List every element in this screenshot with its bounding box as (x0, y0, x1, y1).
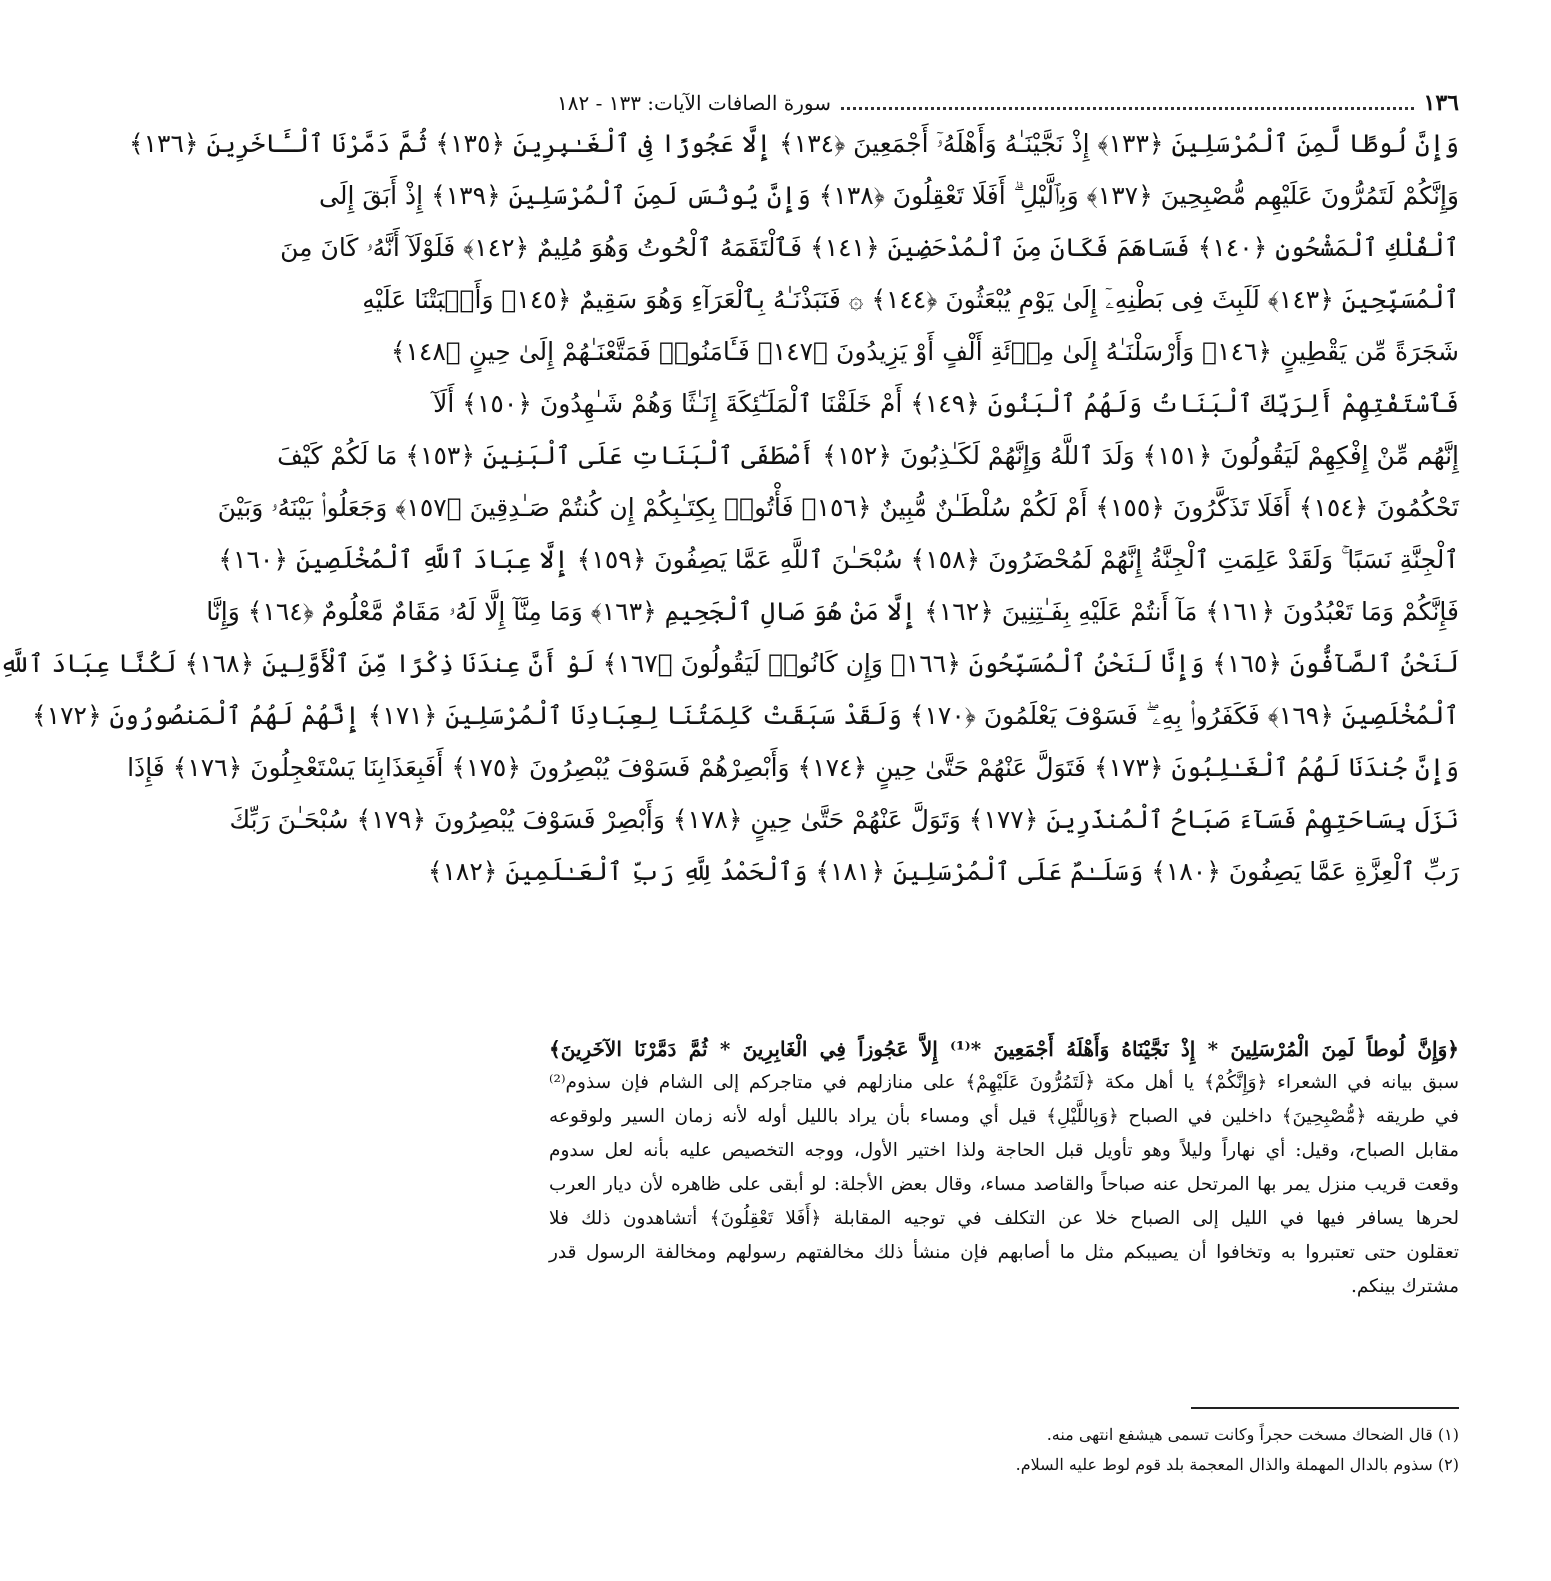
commentary-line: وقعت قريب منزل يمر بها المرتحل عنه صباحاً والقاصد مساء، وقال بعض الأجلة: لو أبقى على ظاهره لأن ديار العرب (549, 1174, 1459, 1195)
surah-verse-range: سورة الصافات الآيات: ١٣٣ - ١٨٢ (557, 91, 832, 115)
quran-line: شَجَرَةً مِّن يَقْطِينٍ ﴿١٤٦﴾ وَأَرْسَلْنَـٰهُ إِلَىٰ مِا۟ئَةِ أَلْفٍ أَوْ يَزِيدُونَ ﴿١٤٧﴾ فَـَٔامَنُوا۟ فَمَتَّعْنَـٰهُمْ إِلَىٰ حِينٍ ﴿١٤٨﴾ (390, 337, 1459, 366)
footnote: (٢) سذوم بالدال المهملة والذال المعجمة بلد قوم لوط عليه السلام. (1015, 1455, 1459, 1474)
commentary-verse-quote: ﴿وَإِنَّ لُوطاً لَمِنَ الْمُرْسَلِينَ * إِذْ نَجَّيْنَاهُ وَأَهْلَهُ أَجْمَعِينَ *⁽¹⁾ إِلاَّ عَجُوزاً فِي الْغَابِرِينَ * ثُمَّ دَمَّرْنَا الآخَرِينَ﴾ (549, 1037, 1459, 1061)
commentary-line: لحرها يسافر فيها في الليل إلى الصباح خلا عن التكلف في توجيه المقابلة ﴿أَفَلا تَعْقِلُونَ﴾ أتشاهدون ذلك فلا (549, 1208, 1459, 1229)
quran-line: لَنَحْنُ ٱلصَّآفُّونَ ﴿١٦٥﴾ وَإِنَّا لَنَحْنُ ٱلْمُسَبِّحُونَ ﴿١٦٦﴾ وَإِن كَانُوا۟ لَيَقُولُونَ ﴿١٦٧﴾ لَوْ أَنَّ عِندَنَا ذِكْرًا مِّنَ ٱلْأَوَّلِينَ ﴿١٦٨﴾ لَكُنَّا عِبَادَ ٱللَّهِ (0, 649, 1459, 678)
header-dotted-leader (841, 97, 1414, 110)
quran-line: إِنَّهُم مِّنْ إِفْكِهِمْ لَيَقُولُونَ ﴿١٥١﴾ وَلَدَ ٱللَّهُ وَإِنَّهُمْ لَكَـٰذِبُونَ ﴿١٥٢﴾ أَصْطَفَى ٱلْبَنَاتِ عَلَى ٱلْبَنِينَ ﴿١٥٣﴾ مَا لَكُمْ كَيْفَ (277, 441, 1459, 470)
commentary-line: تعقلون حتى تعتبروا به وتخافوا أن يصيبكم مثل ما أصابهم فإن منشأ ذلك مخالفتهم رسولهم ومخالفة الرسول قدر (549, 1242, 1459, 1263)
quran-line: ٱلْمُسَبِّحِينَ ﴿١٤٣﴾ لَلَبِثَ فِى بَطْنِهِۦٓ إِلَىٰ يَوْمِ يُبْعَثُونَ ﴿١٤٤﴾ ۞ فَنَبَذْنَـٰهُ بِٱلْعَرَآءِ وَهُوَ سَقِيمٌ ﴿١٤٥﴾ وَأَنۢبَتْنَا عَلَيْهِ (362, 285, 1459, 314)
quran-line: فَٱسْتَفْتِهِمْ أَلِرَبِّكَ ٱلْبَنَاتُ وَلَهُمُ ٱلْبَنُونَ ﴿١٤٩﴾ أَمْ خَلَقْنَا ٱلْمَلَـٰٓئِكَةَ إِنَـٰثًا وَهُمْ شَـٰهِدُونَ ﴿١٥٠﴾ أَلَآ (433, 389, 1459, 418)
footnote: (١) قال الضحاك مسخت حجراً وكانت تسمى هيشفع انتهى منه. (1046, 1425, 1459, 1444)
quran-line: ٱلْفُلْكِ ٱلْمَشْحُونِ ﴿١٤٠﴾ فَسَاهَمَ فَكَانَ مِنَ ٱلْمُدْحَضِينَ ﴿١٤١﴾ فَٱلْتَقَمَهُ ٱلْحُوتُ وَهُوَ مُلِيمٌ ﴿١٤٢﴾ فَلَوْلَآ أَنَّهُۥ كَانَ مِنَ (280, 233, 1459, 262)
quran-line: ٱلْجِنَّةِ نَسَبًا ۚ وَلَقَدْ عَلِمَتِ ٱلْجِنَّةُ إِنَّهُمْ لَمُحْضَرُونَ ﴿١٥٨﴾ سُبْحَـٰنَ ٱللَّهِ عَمَّا يَصِفُونَ ﴿١٥٩﴾ إِلَّا عِبَادَ ٱللَّهِ ٱلْمُخْلَصِينَ ﴿١٦٠﴾ (218, 545, 1459, 574)
quran-line: وَإِنَّ لُوطًا لَّمِنَ ٱلْمُرْسَلِينَ ﴿١٣٣﴾ إِذْ نَجَّيْنَـٰهُ وَأَهْلَهُۥٓ أَجْمَعِينَ ﴿١٣٤﴾ إِلَّا عَجُوزًا فِى ٱلْغَـٰبِرِينَ ﴿١٣٥﴾ ثُمَّ دَمَّرْنَا ٱلْـَٔاخَرِينَ ﴿١٣٦﴾ (128, 129, 1459, 158)
footnotes (557, 1420, 1459, 1480)
quran-line: وَإِنَّكُمْ لَتَمُرُّونَ عَلَيْهِم مُّصْبِحِينَ ﴿١٣٧﴾ وَبِٱلَّيْلِ ۗ أَفَلَا تَعْقِلُونَ ﴿١٣٨﴾ وَإِنَّ يُونُسَ لَمِنَ ٱلْمُرْسَلِينَ ﴿١٣٩﴾ إِذْ أَبَقَ إِلَى (319, 181, 1459, 210)
page-number: ١٣٦ (1423, 90, 1459, 116)
running-header (557, 86, 1459, 120)
commentary-line: في طريقه ﴿مُّصْبِحِينَ﴾ داخلين في الصباح ﴿وَبِاللَّيْلِ﴾ قيل أي ومساء بأن يراد بالليل أوله لأنه زمان السير ولوقوعه (549, 1106, 1459, 1127)
commentary-line: مشترك بينكم. (1350, 1276, 1459, 1297)
commentary-line: مقابل الصباح، وقيل: أي نهاراً وليلاً وهو تأويل قبل الحاجة ولذا اختير الأول، ووجه التخصيص عليه بأنه لعل سدوم (549, 1140, 1459, 1161)
quran-line: فَإِنَّكُمْ وَمَا تَعْبُدُونَ ﴿١٦١﴾ مَآ أَنتُمْ عَلَيْهِ بِفَـٰتِنِينَ ﴿١٦٢﴾ إِلَّا مَنْ هُوَ صَالِ ٱلْجَحِيمِ ﴿١٦٣﴾ وَمَا مِنَّآ إِلَّا لَهُۥ مَقَامٌ مَّعْلُومٌ ﴿١٦٤﴾ وَإِنَّا (206, 597, 1459, 626)
quran-line: ٱلْمُخْلَصِينَ ﴿١٦٩﴾ فَكَفَرُوا۟ بِهِۦ ۖ فَسَوْفَ يَعْلَمُونَ ﴿١٧٠﴾ وَلَقَدْ سَبَقَتْ كَلِمَتُنَا لِعِبَادِنَا ٱلْمُرْسَلِينَ ﴿١٧١﴾ إِنَّهُمْ لَهُمُ ٱلْمَنصُورُونَ ﴿١٧٢﴾ (31, 701, 1459, 730)
quran-line: نَزَلَ بِسَاحَتِهِمْ فَسَآءَ صَبَاحُ ٱلْمُنذَرِينَ ﴿١٧٧﴾ وَتَوَلَّ عَنْهُمْ حَتَّىٰ حِينٍ ﴿١٧٨﴾ وَأَبْصِرْ فَسَوْفَ يُبْصِرُونَ ﴿١٧٩﴾ سُبْحَـٰنَ رَبِّكَ (229, 805, 1459, 834)
footnote-divider (1191, 1407, 1459, 1409)
quran-line: وَإِنَّ جُندَنَا لَهُمُ ٱلْغَـٰلِبُونَ ﴿١٧٣﴾ فَتَوَلَّ عَنْهُمْ حَتَّىٰ حِينٍ ﴿١٧٤﴾ وَأَبْصِرْهُمْ فَسَوْفَ يُبْصِرُونَ ﴿١٧٥﴾ أَفَبِعَذَابِنَا يَسْتَعْجِلُونَ ﴿١٧٦﴾ فَإِذَا (127, 753, 1459, 782)
quran-line: رَبِّ ٱلْعِزَّةِ عَمَّا يَصِفُونَ ﴿١٨٠﴾ وَسَلَـٰمٌ عَلَى ٱلْمُرْسَلِينَ ﴿١٨١﴾ وَٱلْحَمْدُ لِلَّهِ رَبِّ ٱلْعَـٰلَمِينَ ﴿١٨٢﴾ (427, 857, 1459, 886)
quran-line: تَحْكُمُونَ ﴿١٥٤﴾ أَفَلَا تَذَكَّرُونَ ﴿١٥٥﴾ أَمْ لَكُمْ سُلْطَـٰنٌ مُّبِينٌ ﴿١٥٦﴾ فَأْتُوا۟ بِكِتَـٰبِكُمْ إِن كُنتُمْ صَـٰدِقِينَ ﴿١٥٧﴾ وَجَعَلُوا۟ بَيْنَهُۥ وَبَيْنَ (217, 493, 1459, 522)
quran-text-block (0, 118, 1459, 898)
commentary-line: سبق بيانه في الشعراء ﴿وَإِنَّكُمْ﴾ يا أهل مكة ﴿لَتَمُرُّونَ عَلَيْهِمْ﴾ على منازلهم في متاجركم إلى الشام فإن سذوم⁽²⁾ (549, 1072, 1459, 1093)
tafsir-commentary (549, 1032, 1459, 1304)
